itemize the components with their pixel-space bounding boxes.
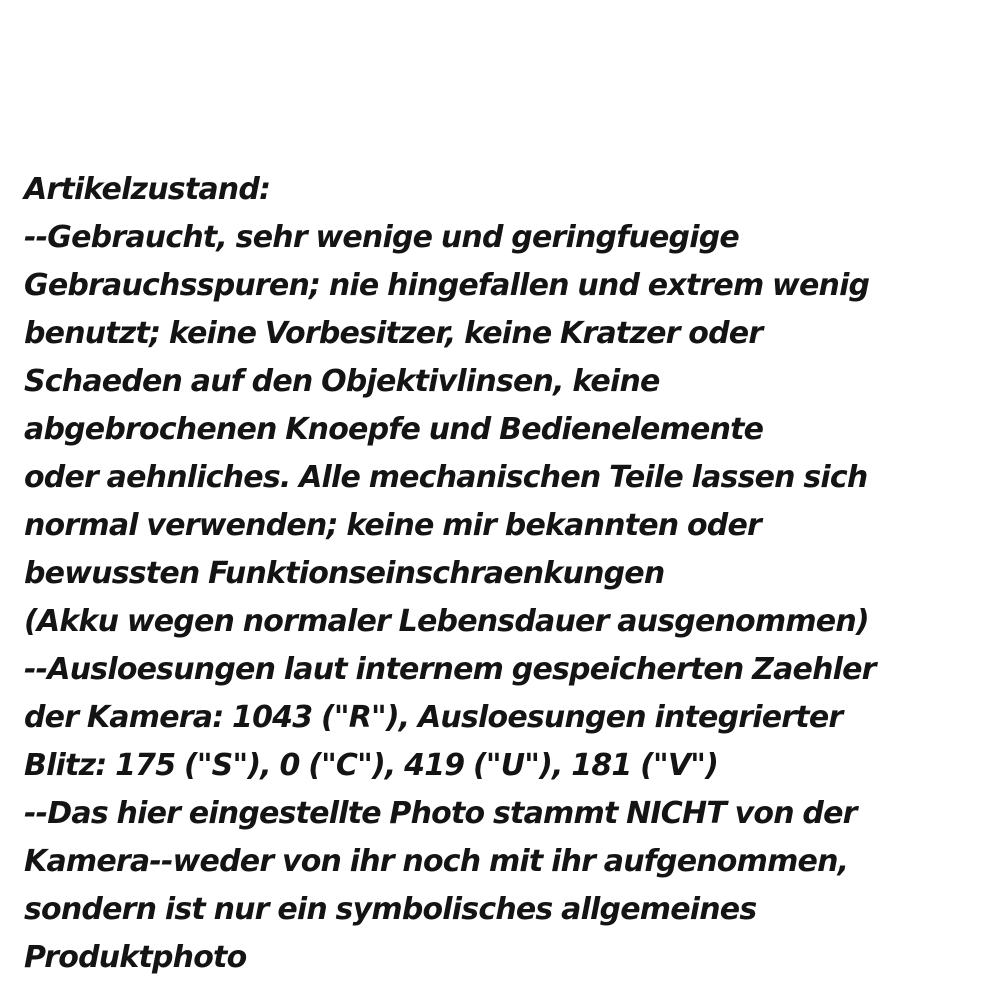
text-line: Schaeden auf den Objektivlinsen, keine xyxy=(24,364,660,399)
text-line: bewussten Funktionseinschraenkungen xyxy=(24,556,665,591)
text-line: benutzt; keine Vorbesitzer, keine Kratzer oder xyxy=(24,316,763,351)
text-line: abgebrochenen Knoepfe und Bedienelemente xyxy=(24,412,764,447)
text-line: Kamera--weder von ihr noch mit ihr aufgenommen, xyxy=(24,844,849,879)
text-line: Produktphoto xyxy=(24,940,247,975)
text-line: oder aehnliches. Alle mechanischen Teile lassen sich xyxy=(24,460,868,495)
text-line: Gebrauchsspuren; nie hingefallen und extrem wenig xyxy=(24,268,870,303)
condition-heading: Artikelzustand: xyxy=(24,172,271,207)
text-line: normal verwenden; keine mir bekannten oder xyxy=(24,508,762,543)
text-line: Blitz: 175 ("S"), 0 ("C"), 419 ("U"), 181 ("V") xyxy=(24,748,719,783)
text-line: --Das hier eingestellte Photo stammt NICHT von der xyxy=(24,796,857,831)
item-condition-text xyxy=(24,166,984,982)
text-line: --Ausloesungen laut internem gespeicherten Zaehler xyxy=(24,652,876,687)
text-line: sondern ist nur ein symbolisches allgemeines xyxy=(24,892,757,927)
text-line: --Gebraucht, sehr wenige und geringfuegige xyxy=(24,220,739,255)
text-line: der Kamera: 1043 ("R"), Ausloesungen integrierter xyxy=(24,700,843,735)
text-line: (Akku wegen normaler Lebensdauer ausgenommen) xyxy=(24,604,869,639)
